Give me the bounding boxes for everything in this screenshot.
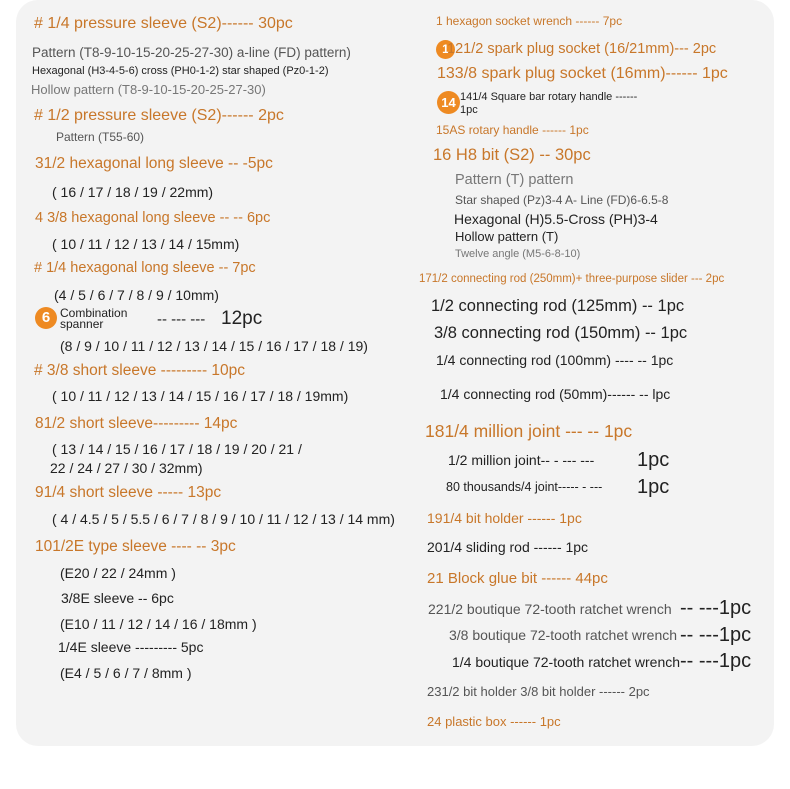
item-6-number-badge: 6 xyxy=(35,307,57,329)
item-6-count: 12pc xyxy=(221,308,263,329)
item-22-ratchet-c-count: -- ---1pc xyxy=(680,650,752,672)
item-23-title: 231/2 bit holder 3/8 bit holder ------ 2pc xyxy=(427,684,650,699)
item-12-number-badge: 1 xyxy=(436,40,455,59)
item-1-spec-2: Hexagonal (H3-4-5-6) cross (PH0-1-2) star shaped (Pz0-1-2) xyxy=(32,65,329,77)
item-15-title: 15AS rotary handle ------ 1pc xyxy=(436,123,589,137)
item-16-title: 16 H8 bit (S2) -- 30pc xyxy=(433,146,591,164)
item-16-spec-5: Twelve angle (M5-6-8-10) xyxy=(455,248,581,260)
item-16-spec-4: Hollow pattern (T) xyxy=(455,229,559,244)
item-10-sizes: (E20 / 22 / 24mm ) xyxy=(60,565,176,581)
item-14-count: 1pc xyxy=(460,104,478,116)
item-16-spec-2: Star shaped (Pz)3-4 A- Line (FD)6-6.5-8 xyxy=(455,193,669,207)
item-4-sizes: ( 10 / 11 / 12 / 13 / 14 / 15mm) xyxy=(52,236,240,252)
item-9-sizes: ( 4 / 4.5 / 5 / 5.5 / 6 / 7 / 8 / 9 / 10 / 11 / 12 / 13 / 14 mm) xyxy=(52,511,395,527)
item-19-title: 191/4 bit holder ------ 1pc xyxy=(427,510,582,526)
item-14-title: 141/4 Square bar rotary handle ------ xyxy=(460,91,638,103)
item-8-sizes-line-1: ( 13 / 14 / 15 / 16 / 17 / 18 / 19 / 20 / 21 / xyxy=(52,441,302,457)
item-12-title: 121/2 spark plug socket (16/21mm)--- 2pc xyxy=(447,41,717,57)
item-18-joint-b: 80 thousands/4 joint----- - --- xyxy=(446,480,603,494)
item-1-spec-1: Pattern (T8-9-10-15-20-25-27-30) a-line (FD) pattern) xyxy=(32,45,351,60)
item-22-ratchet-b-count: -- ---1pc xyxy=(680,624,752,646)
item-2-title: # 1/2 pressure sleeve (S2)------ 2pc xyxy=(34,107,284,124)
item-6-label-line-2: spanner xyxy=(60,317,104,331)
item-5-sizes: (4 / 5 / 6 / 7 / 8 / 9 / 10mm) xyxy=(54,287,219,303)
item-6-sizes: (8 / 9 / 10 / 11 / 12 / 13 / 14 / 15 / 16 / 17 / 18 / 19) xyxy=(60,338,368,354)
item-16-spec-3: Hexagonal (H)5.5-Cross (PH)3-4 xyxy=(454,211,658,227)
item-8-title: 81/2 short sleeve--------- 14pc xyxy=(35,415,238,432)
item-13-title: 133/8 spark plug socket (16mm)------ 1pc xyxy=(437,65,728,82)
item-22-ratchet-b: 3/8 boutique 72-tooth ratchet wrench xyxy=(449,627,678,643)
item-17-rod-d: 1/4 connecting rod (50mm)------ -- lpc xyxy=(440,386,671,402)
item-14-number-badge: 14 xyxy=(437,91,460,114)
item-17-rod-c: 1/4 connecting rod (100mm) ---- -- 1pc xyxy=(436,352,674,368)
item-10-title: 101/2E type sleeve ---- -- 3pc xyxy=(35,538,236,555)
item-9-title: 91/4 short sleeve ----- 13pc xyxy=(35,484,222,501)
item-17-rod-b: 3/8 connecting rod (150mm) -- 1pc xyxy=(434,324,688,342)
item-18-title: 181/4 million joint --- -- 1pc xyxy=(425,421,633,441)
item-21-title: 21 Block glue bit ------ 44pc xyxy=(427,570,608,587)
item-1-spec-3: Hollow pattern (T8-9-10-15-20-25-27-30) xyxy=(31,82,266,97)
item-3-title: 31/2 hexagonal long sleeve -- -5pc xyxy=(35,155,273,172)
item-1-title: # 1/4 pressure sleeve (S2)------ 30pc xyxy=(34,15,293,32)
item-18-joint-a: 1/2 million joint-- - --- --- xyxy=(448,452,595,468)
item-10-sub-1: 3/8E sleeve -- 6pc xyxy=(61,590,174,606)
item-8-sizes-line-2: 22 / 24 / 27 / 30 / 32mm) xyxy=(50,460,203,476)
item-6-dashes: -- --- --- xyxy=(157,311,206,328)
item-17-rod-a: 1/2 connecting rod (125mm) -- 1pc xyxy=(431,297,685,315)
item-22-ratchet-a-count: -- ---1pc xyxy=(680,597,752,619)
item-24-title: 24 plastic box ------ 1pc xyxy=(427,714,561,729)
item-22-ratchet-c: 1/4 boutique 72-tooth ratchet wrench xyxy=(452,654,681,670)
item-20-title: 201/4 sliding rod ------ 1pc xyxy=(427,539,589,555)
item-22-ratchet-a: 221/2 boutique 72-tooth ratchet wrench xyxy=(428,601,672,617)
item-17-title: 171/2 connecting rod (250mm)+ three-purpose slider --- 2pc xyxy=(419,273,725,285)
item-7-title: # 3/8 short sleeve --------- 10pc xyxy=(34,362,246,379)
item-18-joint-b-count: 1pc xyxy=(637,476,670,498)
item-5-title: # 1/4 hexagonal long sleeve -- 7pc xyxy=(34,260,256,276)
item-6-label-line-1: Combination xyxy=(60,306,128,320)
item-18-joint-a-count: 1pc xyxy=(637,449,670,471)
item-2-spec: Pattern (T55-60) xyxy=(56,130,145,144)
item-7-sizes: ( 10 / 11 / 12 / 13 / 14 / 15 / 16 / 17 / 18 / 19mm) xyxy=(52,388,349,404)
item-4-title: 4 3/8 hexagonal long sleeve -- -- 6pc xyxy=(35,210,271,226)
item-hex-wrench: 1 hexagon socket wrench ------ 7pc xyxy=(436,14,623,28)
item-10-sizes-1: (E10 / 11 / 12 / 14 / 16 / 18mm ) xyxy=(60,616,257,632)
item-16-spec-1: Pattern (T) pattern xyxy=(455,172,574,188)
item-10-sub-2: 1/4E sleeve --------- 5pc xyxy=(58,639,204,655)
item-10-sizes-2: (E4 / 5 / 6 / 7 / 8mm ) xyxy=(60,665,192,681)
item-3-sizes: ( 16 / 17 / 18 / 19 / 22mm) xyxy=(52,184,214,200)
